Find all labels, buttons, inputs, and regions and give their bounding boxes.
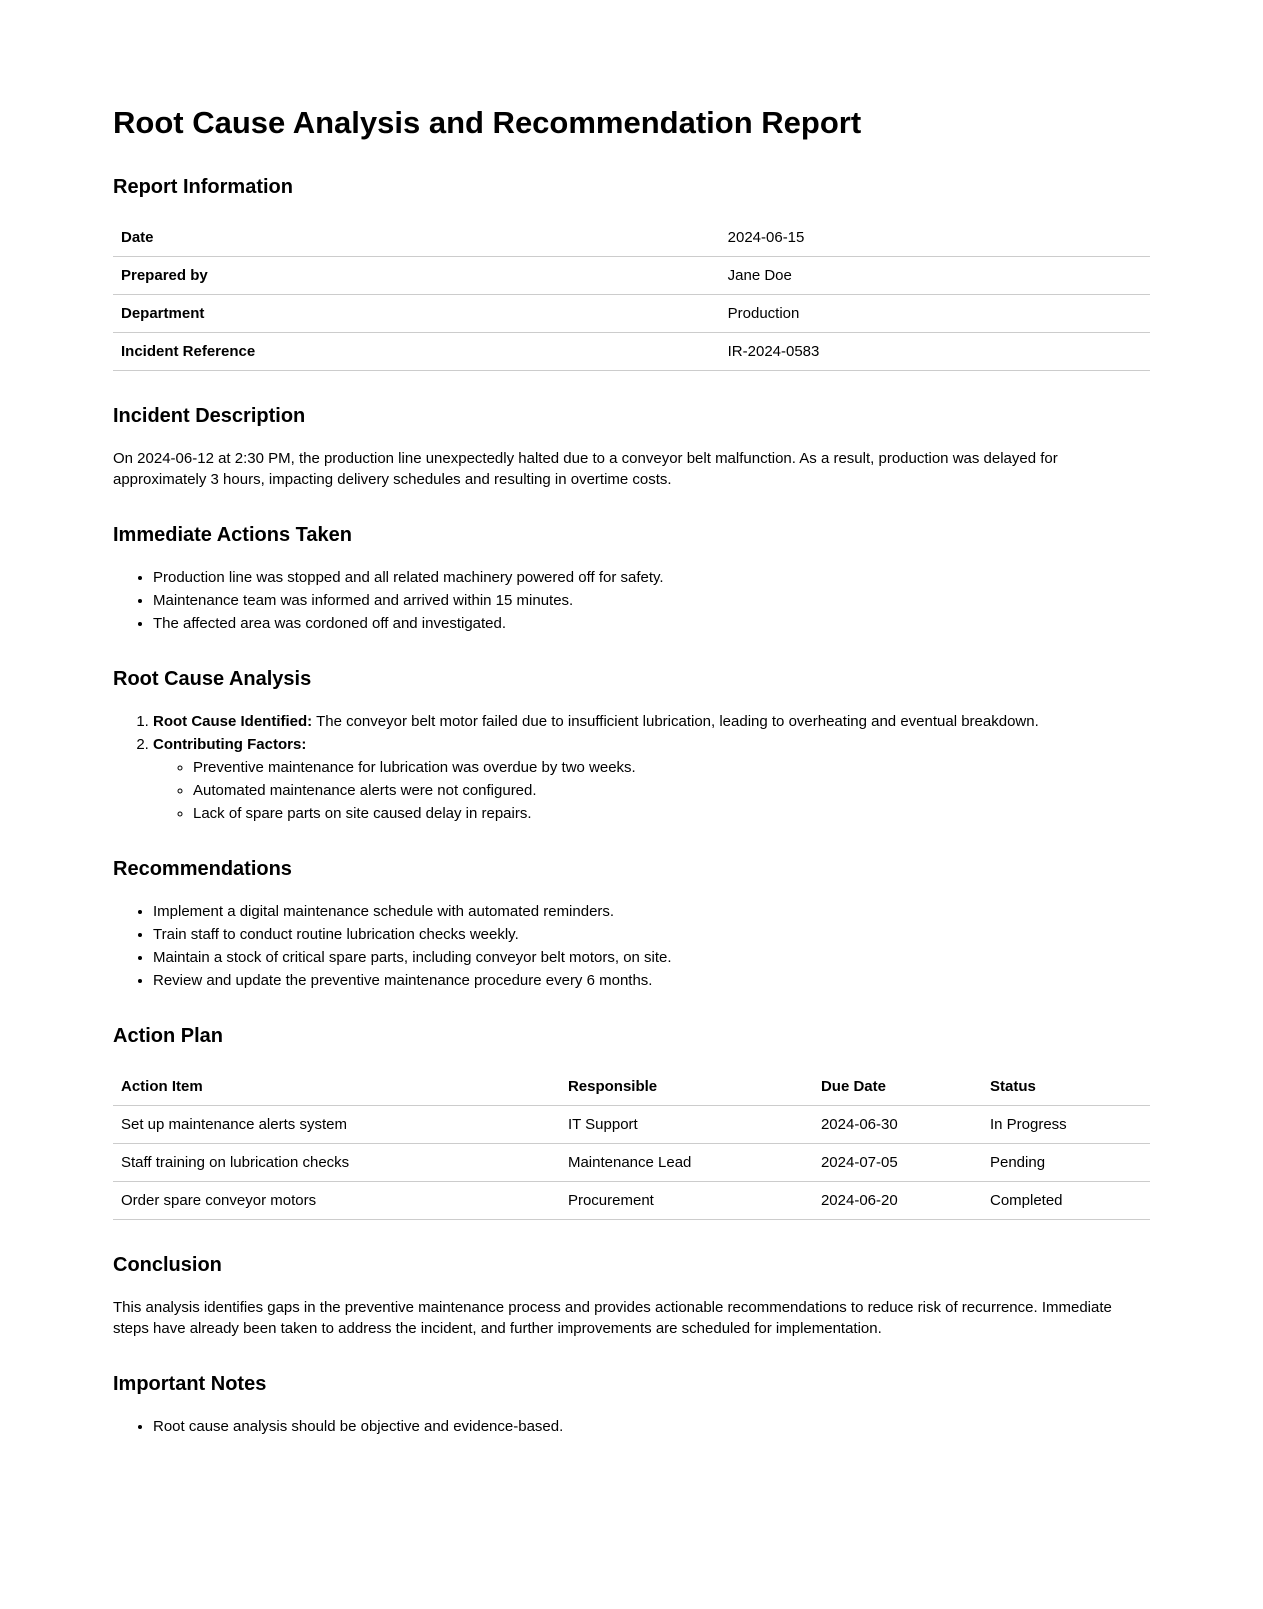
immediate-actions-list: [113, 567, 1150, 634]
immediate-actions-heading: Immediate Actions Taken: [113, 524, 352, 547]
contributing-factors-list: [153, 757, 1150, 824]
important-notes-list: [113, 1416, 1150, 1437]
table-row: [113, 1106, 1150, 1144]
report-info-value-incident-reference: IR-2024-0583: [720, 333, 1150, 371]
report-info-value-department: Production: [720, 295, 1150, 333]
due-date-cell: 2024-07-05: [813, 1144, 982, 1182]
column-header-action-item: Action Item: [113, 1068, 560, 1106]
due-date-cell: 2024-06-20: [813, 1182, 982, 1220]
report-info-value-prepared-by: Jane Doe: [720, 257, 1150, 295]
table-row: [113, 1144, 1150, 1182]
section-conclusion: [113, 1253, 1150, 1339]
column-header-status: Status: [982, 1068, 1150, 1106]
table-row: [113, 257, 1150, 295]
list-item: • Maintenance team was informed and arrived within 15 minutes.: [153, 590, 1150, 611]
column-header-due-date: Due Date: [813, 1068, 982, 1106]
due-date-cell: 2024-06-30: [813, 1106, 982, 1144]
conclusion-text: This analysis identifies gaps in the preventive maintenance process and provides actionable recommendations to reduce risk of recurrence. Immediate steps have already been taken to address the incident, and further improvements are scheduled for implementation.: [113, 1299, 1112, 1338]
report-info-label-department: Department: [113, 295, 720, 333]
section-action-plan: [113, 1024, 1150, 1220]
table-row: [113, 1182, 1150, 1220]
status-cell: Completed: [982, 1182, 1150, 1220]
table-header-row: [113, 1068, 1150, 1106]
recommendations-heading: Recommendations: [113, 858, 292, 881]
report-information-heading: Report Information: [113, 176, 293, 199]
list-item: • The affected area was cordoned off and investigated.: [153, 613, 1150, 634]
table-row: [113, 219, 1150, 257]
root-cause-analysis-list: [113, 711, 1150, 824]
important-notes-heading: Important Notes: [113, 1373, 267, 1396]
root-cause-analysis-heading: Root Cause Analysis: [113, 668, 312, 691]
section-immediate-actions: [113, 523, 1150, 634]
responsible-cell: Procurement: [560, 1182, 813, 1220]
section-incident-description: [113, 404, 1150, 490]
section-root-cause-analysis: [113, 667, 1150, 824]
list-item: • Root cause analysis should be objective and evidence-based.: [153, 1416, 1150, 1437]
incident-description-heading: Incident Description: [113, 405, 306, 428]
list-item-root-cause: [153, 711, 1150, 732]
responsible-cell: Maintenance Lead: [560, 1144, 813, 1182]
list-item: • Review and update the preventive maintenance procedure every 6 months.: [153, 970, 1150, 991]
responsible-cell: IT Support: [560, 1106, 813, 1144]
contributing-factors-label: Contributing Factors:: [153, 736, 307, 754]
list-item: ◦ Lack of spare parts on site caused delay in repairs.: [193, 803, 1150, 824]
action-item-cell: Set up maintenance alerts system: [113, 1106, 560, 1144]
action-plan-heading: Action Plan: [113, 1025, 224, 1048]
list-item: • Train staff to conduct routine lubrication checks weekly.: [153, 924, 1150, 945]
action-plan-table: [113, 1068, 1150, 1220]
action-item-cell: Order spare conveyor motors: [113, 1182, 560, 1220]
recommendations-list: [113, 901, 1150, 991]
section-report-information: [113, 175, 1150, 371]
list-item: • Implement a digital maintenance schedule with automated reminders.: [153, 901, 1150, 922]
list-item: ◦ Preventive maintenance for lubrication was overdue by two weeks.: [193, 757, 1150, 778]
status-cell: In Progress: [982, 1106, 1150, 1144]
list-item: • Maintain a stock of critical spare parts, including conveyor belt motors, on site.: [153, 947, 1150, 968]
table-row: [113, 333, 1150, 371]
report-info-table: [113, 219, 1150, 371]
report-info-label-incident-reference: Incident Reference: [113, 333, 720, 371]
incident-description-text: On 2024-06-12 at 2:30 PM, the production line unexpectedly halted due to a conveyor belt malfunction. As a result, production was delayed for approximately 3 hours, impacting delivery schedules and resulting in overtime costs.: [113, 450, 1058, 489]
report-info-label-prepared-by: Prepared by: [113, 257, 720, 295]
report-info-value-date: 2024-06-15: [720, 219, 1150, 257]
section-recommendations: [113, 857, 1150, 991]
page-title: Root Cause Analysis and Recommendation Report: [113, 105, 862, 140]
root-cause-text: The conveyor belt motor failed due to insufficient lubrication, leading to overheating and eventual breakdown.: [312, 713, 1039, 731]
list-item-contributing-factors: [153, 734, 1150, 824]
column-header-responsible: Responsible: [560, 1068, 813, 1106]
table-row: [113, 295, 1150, 333]
list-item: • Production line was stopped and all related machinery powered off for safety.: [153, 567, 1150, 588]
section-important-notes: [113, 1372, 1150, 1437]
report-info-label-date: Date: [113, 219, 720, 257]
action-item-cell: Staff training on lubrication checks: [113, 1144, 560, 1182]
root-cause-label: Root Cause Identified:: [153, 713, 313, 731]
list-item: ◦ Automated maintenance alerts were not configured.: [193, 780, 1150, 801]
status-cell: Pending: [982, 1144, 1150, 1182]
conclusion-heading: Conclusion: [113, 1254, 222, 1277]
